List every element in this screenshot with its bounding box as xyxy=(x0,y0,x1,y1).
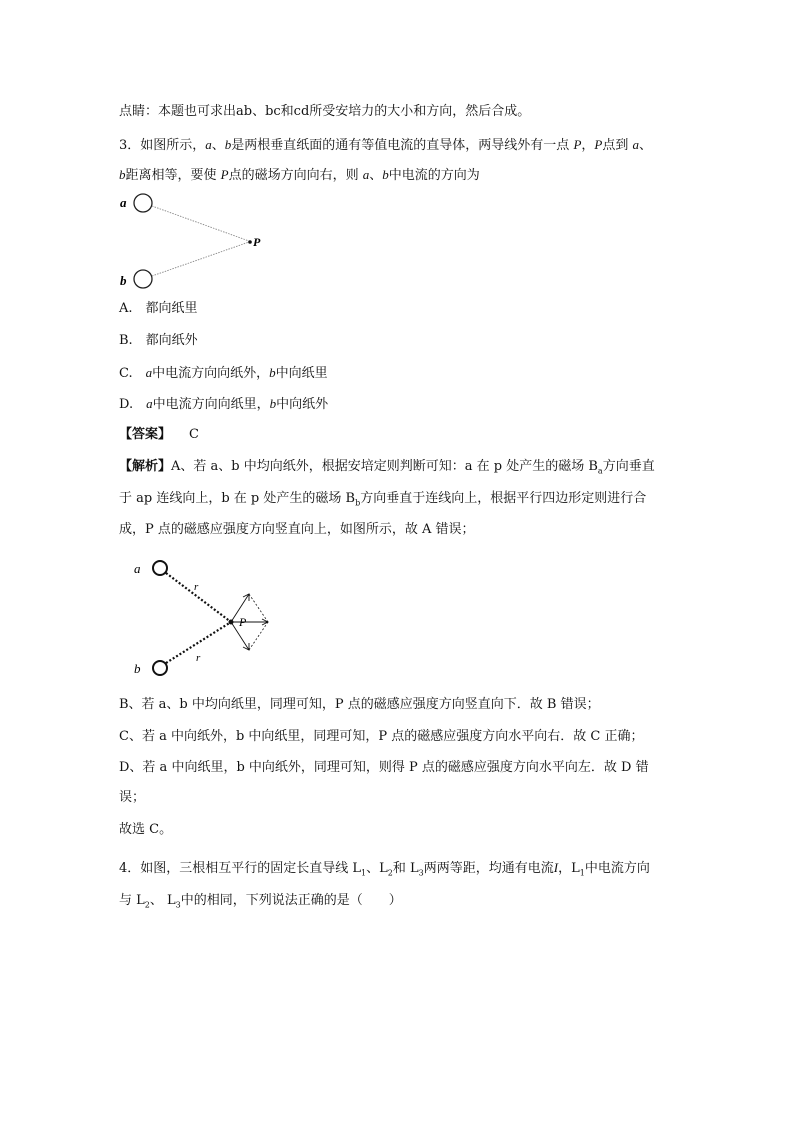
fig2-label-r-upper: r xyxy=(194,581,199,593)
q3-option-c: C. a中电流方向向纸外，b中向纸里 xyxy=(119,365,328,381)
analysis-line-1: 【解析】A、若 a、b 中均向纸外，根据安培定则判断可知：a 在 p 处产生的磁场 $B_a$方向垂直 xyxy=(119,459,655,476)
fig2-wire-b xyxy=(153,661,167,675)
analysis-line-d1: D、若 a 中向纸里，b 中向纸外，同理可知，则得 P 点的磁感应强度方向水平向左．故 D 错 xyxy=(119,760,649,775)
figure-wires-ab-p xyxy=(115,190,275,295)
figure-field-superposition xyxy=(128,555,288,680)
fig2-line-ap xyxy=(166,573,231,622)
answer-value: C xyxy=(189,427,199,442)
analysis-line-c: C、若 a 中向纸外，b 中向纸里，同理可知，P 点的磁感应强度方向水平向右．故 C 正确； xyxy=(119,729,644,744)
fig1-label-b: b xyxy=(120,273,127,288)
q3-line-1: 3．如图所示，a、b是两根垂直纸面的通有等值电流的直导体，两导线外有一点 P，P点到 a、 xyxy=(119,137,653,153)
fig1-wire-a xyxy=(134,194,152,212)
fig2-label-p: P xyxy=(239,615,247,629)
analysis-conclusion: 故选 C。 xyxy=(119,822,173,837)
q3-option-d: D. a中电流方向向纸里，b中向纸外 xyxy=(119,396,329,412)
fig2-label-a: a xyxy=(134,561,141,576)
q4-line-2: 与 $L_2$、 $L_3$中的相同，下列说法正确的是（ ） xyxy=(119,893,402,910)
analysis-line-2: 于 ap 连线向上，b 在 p 处产生的磁场 $B_b$方向垂直于连线向上，根据平行四边形定则进行合 xyxy=(119,491,647,508)
analysis-line-3: 成，P 点的磁感应强度方向竖直向上，如图所示，故 A 错误； xyxy=(119,522,475,537)
analysis-line-d2: 误； xyxy=(119,790,146,805)
fig1-point-p xyxy=(248,240,252,244)
q3-option-a: A. 都向纸里 xyxy=(119,301,198,316)
fig2-wire-a xyxy=(153,561,167,575)
answer-line xyxy=(119,427,199,443)
fig1-wire-b xyxy=(134,270,152,288)
fig2-label-r-lower: r xyxy=(196,652,201,664)
fig2-dashed-lower xyxy=(249,622,268,650)
fig1-line-ap xyxy=(152,206,249,241)
q3-option-b: B. 都向纸外 xyxy=(119,333,198,348)
q3-line-2: b距离相等，要使 P点的磁场方向向右，则 a、b中电流的方向为 xyxy=(119,167,480,183)
fig1-label-p: P xyxy=(253,235,261,249)
analysis-label: 【解析】 xyxy=(119,459,172,474)
fig1-line-bp xyxy=(152,242,249,276)
fig2-label-b: b xyxy=(134,661,141,676)
fig1-label-a: a xyxy=(120,195,127,210)
fig2-dashed-upper xyxy=(249,594,268,622)
answer-label: 【答案】 xyxy=(119,427,172,442)
q4-line-1: 4．如图，三根相互平行的固定长直导线 $L_1$、$L_2$和 $L_3$两两等距，均通有电流I，$L_1$中电流方向 xyxy=(119,860,650,878)
note-line: 点睛：本题也可求出ab、bc和cd所受安培力的大小和方向，然后合成。 xyxy=(119,104,531,119)
analysis-line-b: B、若 a、b 中均向纸里，同理可知，P 点的磁感应强度方向竖直向下．故 B 错误； xyxy=(119,697,600,712)
